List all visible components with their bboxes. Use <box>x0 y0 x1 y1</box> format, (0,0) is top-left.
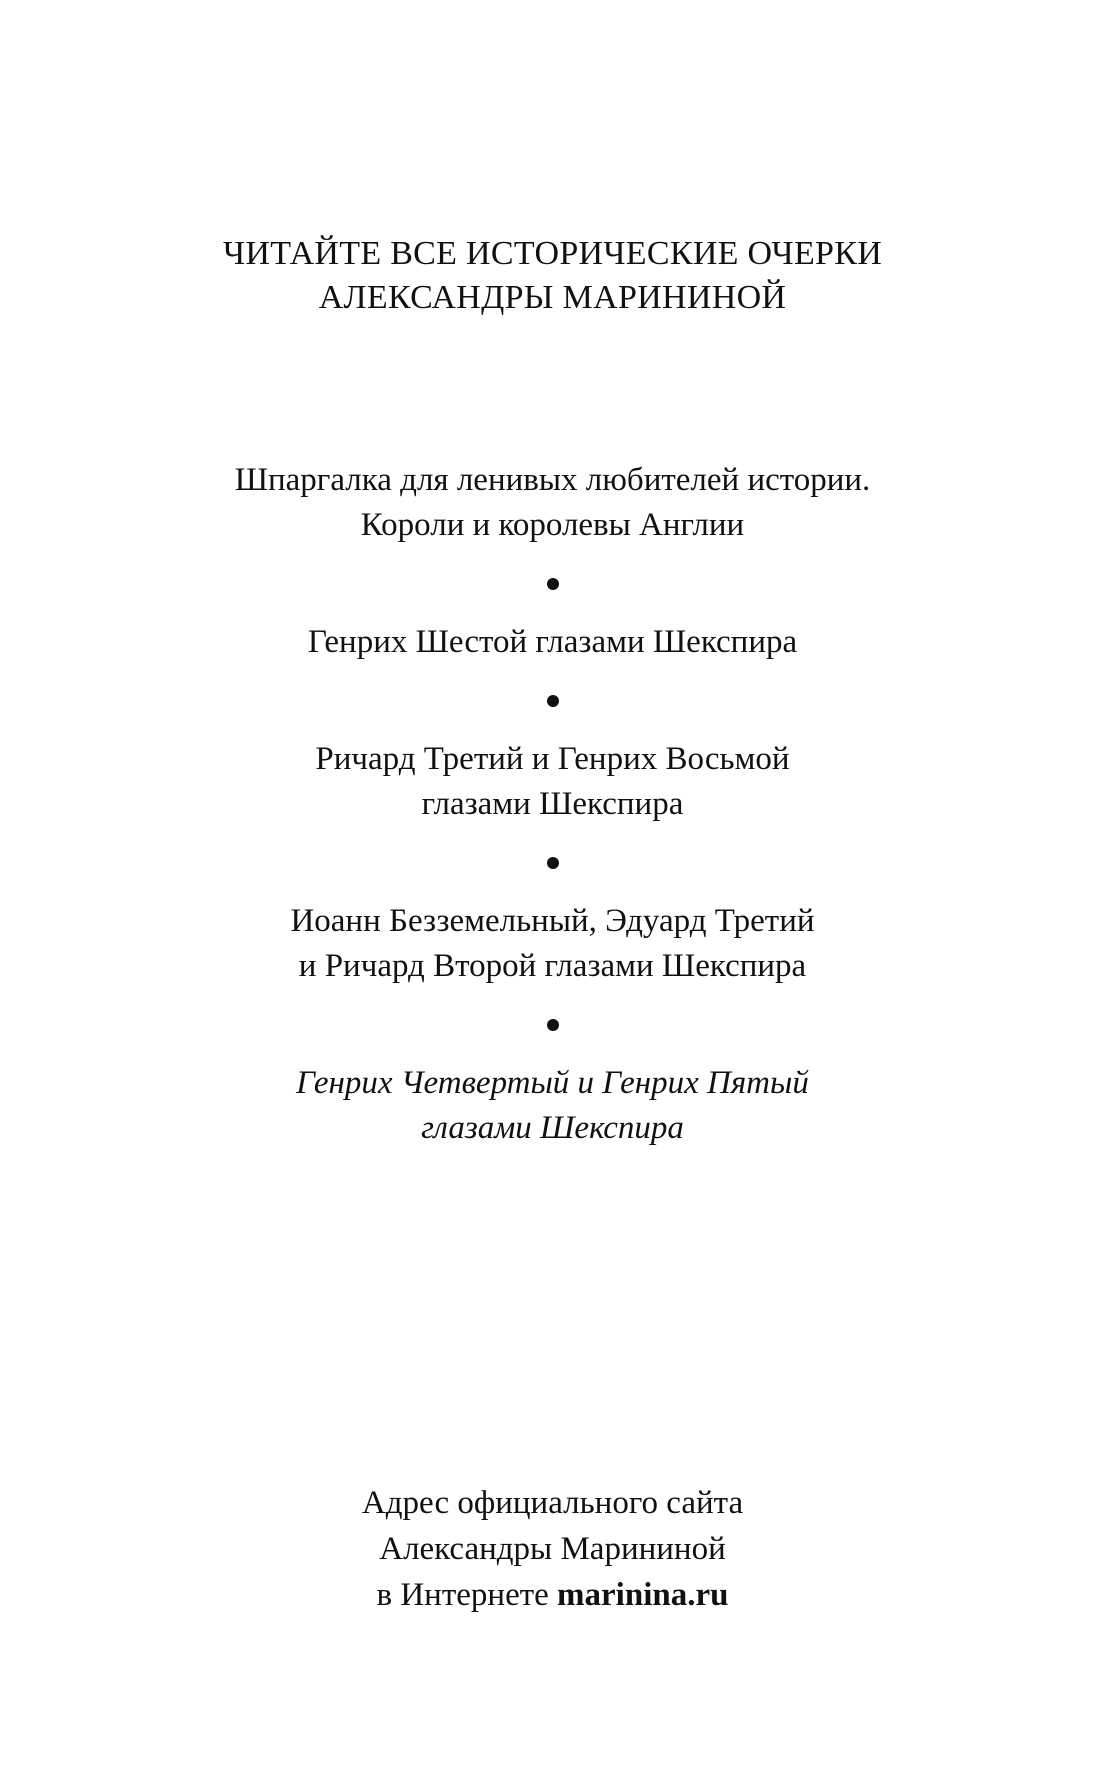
heading-line-1: ЧИТАЙТЕ ВСЕ ИСТОРИЧЕСКИЕ ОЧЕРКИ <box>222 235 883 272</box>
book-title-line: глазами Шекспира <box>421 786 684 822</box>
book-title-line: Короли и королевы Англии <box>360 507 745 543</box>
website-link[interactable]: marinina.ru <box>557 1577 729 1613</box>
bullet-separator <box>0 548 1105 620</box>
book-title <box>0 620 1105 665</box>
book-title-line: Генрих Четвертый и Генрих Пятый <box>296 1065 809 1101</box>
book-title <box>0 737 1105 827</box>
book-title-line: глазами Шекспира <box>421 1110 684 1146</box>
book-list <box>0 458 1105 1151</box>
bullet-separator <box>0 827 1105 899</box>
bullet-separator <box>0 989 1105 1061</box>
book-title-line: Иоанн Безземельный, Эдуард Третий <box>290 903 815 939</box>
book-title <box>0 899 1105 989</box>
page-heading <box>0 232 1105 320</box>
footer-line-3 <box>0 1572 1105 1618</box>
footer-line-2: Александры Марининой <box>379 1531 726 1567</box>
book-title-current <box>0 1061 1105 1151</box>
book-title-line: Ричард Третий и Генрих Восьмой <box>315 741 790 777</box>
book-title-line: Шпаргалка для ленивых любителей истории. <box>234 462 871 498</box>
footer-line-1: Адрес официального сайта <box>361 1485 744 1521</box>
bullet-separator <box>0 665 1105 737</box>
book-title-line: и Ричард Второй глазами Шекспира <box>298 948 807 984</box>
footer-prefix: в Интернете <box>376 1577 558 1613</box>
book-title <box>0 458 1105 548</box>
book-title-line: Генрих Шестой глазами Шекспира <box>307 624 798 660</box>
site-address-block <box>0 1480 1105 1618</box>
heading-line-2: АЛЕКСАНДРЫ МАРИНИНОЙ <box>318 279 787 316</box>
